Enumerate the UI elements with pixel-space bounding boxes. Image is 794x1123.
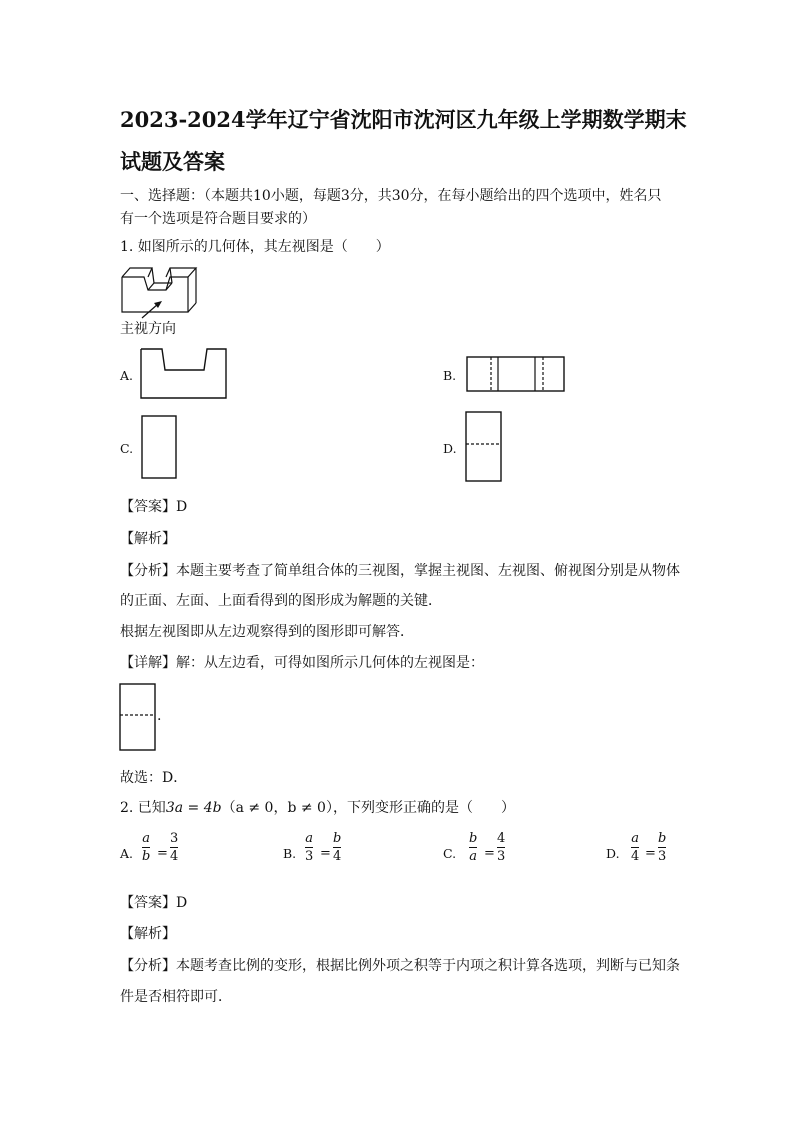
q2-option-b-left-fraction [305, 831, 313, 864]
q2-analysis-line1: 【分析】本题考查比例的变形，根据比例外项之积等于内项之积计算各选项，判断与已知条 [120, 958, 680, 974]
q1-detail-figure [119, 683, 162, 753]
q1-stem: 1. 如图所示的几何体，其左视图是（ ） [120, 239, 390, 255]
q2-answer: 【答案】D [120, 895, 188, 911]
numerator: b [658, 831, 667, 846]
q2-option-c-label: C. [443, 846, 457, 861]
page-title-line2: 试题及答案 [120, 149, 225, 174]
q1-answer: 【答案】D [120, 499, 188, 515]
q2-option-c-right-fraction [497, 831, 505, 864]
numerator: 4 [497, 831, 506, 846]
denominator: a [469, 849, 478, 864]
denominator: 4 [333, 849, 342, 864]
q2-analysis-line2: 件是否相符即可． [120, 989, 232, 1005]
q2-option-d-equals: = [645, 846, 656, 861]
numerator: b [469, 831, 478, 846]
q1-analysis-line1: 【分析】本题主要考查了简单组合体的三视图，掌握主视图、左视图、俯视图分别是从物体 [120, 563, 680, 579]
q2-stem [120, 797, 515, 817]
q2-option-d-left-fraction [631, 831, 639, 864]
q1-option-b-figure [466, 356, 566, 392]
q2-option-a-left-fraction [142, 831, 150, 864]
q1-option-d-figure [465, 411, 503, 483]
numerator: 3 [170, 831, 179, 846]
q2-option-a-label: A. [120, 846, 134, 861]
q1-analysis-head: 【解析】 [120, 531, 176, 547]
q1-analysis-line2: 的正面、左面、上面看得到的图形成为解题的关键． [120, 593, 442, 609]
q1-direction-label: 主视方向 [120, 321, 176, 337]
section-intro-line1: 一、选择题：（本题共10小题，每题3分，共30分，在每小题给出的四个选项中，姓名只 [120, 188, 662, 204]
numerator: a [142, 831, 151, 846]
q1-option-a-figure [140, 348, 228, 400]
denominator: 3 [305, 849, 314, 864]
section-intro-line2: 有一个选项是符合题目要求的） [120, 211, 316, 227]
q1-detail-period: . [157, 708, 162, 724]
q2-option-c-left-fraction [469, 831, 477, 864]
denominator: b [142, 849, 151, 864]
q1-option-a-label: A. [120, 368, 134, 383]
q2-option-b-equals: = [320, 846, 331, 861]
q1-analysis-line3: 根据左视图即从左边观察得到的图形即可解答． [120, 624, 414, 640]
q2-option-a-equals: = [157, 846, 168, 861]
numerator: a [305, 831, 314, 846]
q2-option-d-right-fraction [658, 831, 666, 864]
q1-option-b-label: B. [443, 368, 457, 383]
q1-option-d-label: D. [443, 441, 457, 456]
q1-detail: 【详解】解：从左边看，可得如图所示几何体的左视图是： [120, 655, 484, 671]
q1-solid-figure [118, 262, 208, 322]
denominator: 4 [631, 849, 640, 864]
q2-option-d-label: D. [606, 846, 620, 861]
q2-stem-condition: （a ≠ 0，b ≠ 0），下列变形正确的是（ ） [221, 800, 515, 816]
q2-option-c-equals: = [484, 846, 495, 861]
q2-option-a-right-fraction [170, 831, 178, 864]
denominator: 4 [170, 849, 179, 864]
q1-choose: 故选：D． [120, 770, 188, 786]
q2-stem-prefix: 2. 已知 [120, 800, 166, 816]
denominator: 3 [497, 849, 506, 864]
q2-option-b-right-fraction [333, 831, 341, 864]
page-title-line1: 2023-2024学年辽宁省沈阳市沈河区九年级上学期数学期末 [120, 107, 687, 132]
q2-stem-equation: 3a = 4b [165, 800, 222, 816]
q1-option-c-figure [141, 415, 178, 480]
q2-option-b-label: B. [283, 846, 297, 861]
numerator: a [631, 831, 640, 846]
denominator: 3 [658, 849, 667, 864]
q2-analysis-head: 【解析】 [120, 926, 176, 942]
q1-option-c-label: C. [120, 441, 134, 456]
numerator: b [333, 831, 342, 846]
